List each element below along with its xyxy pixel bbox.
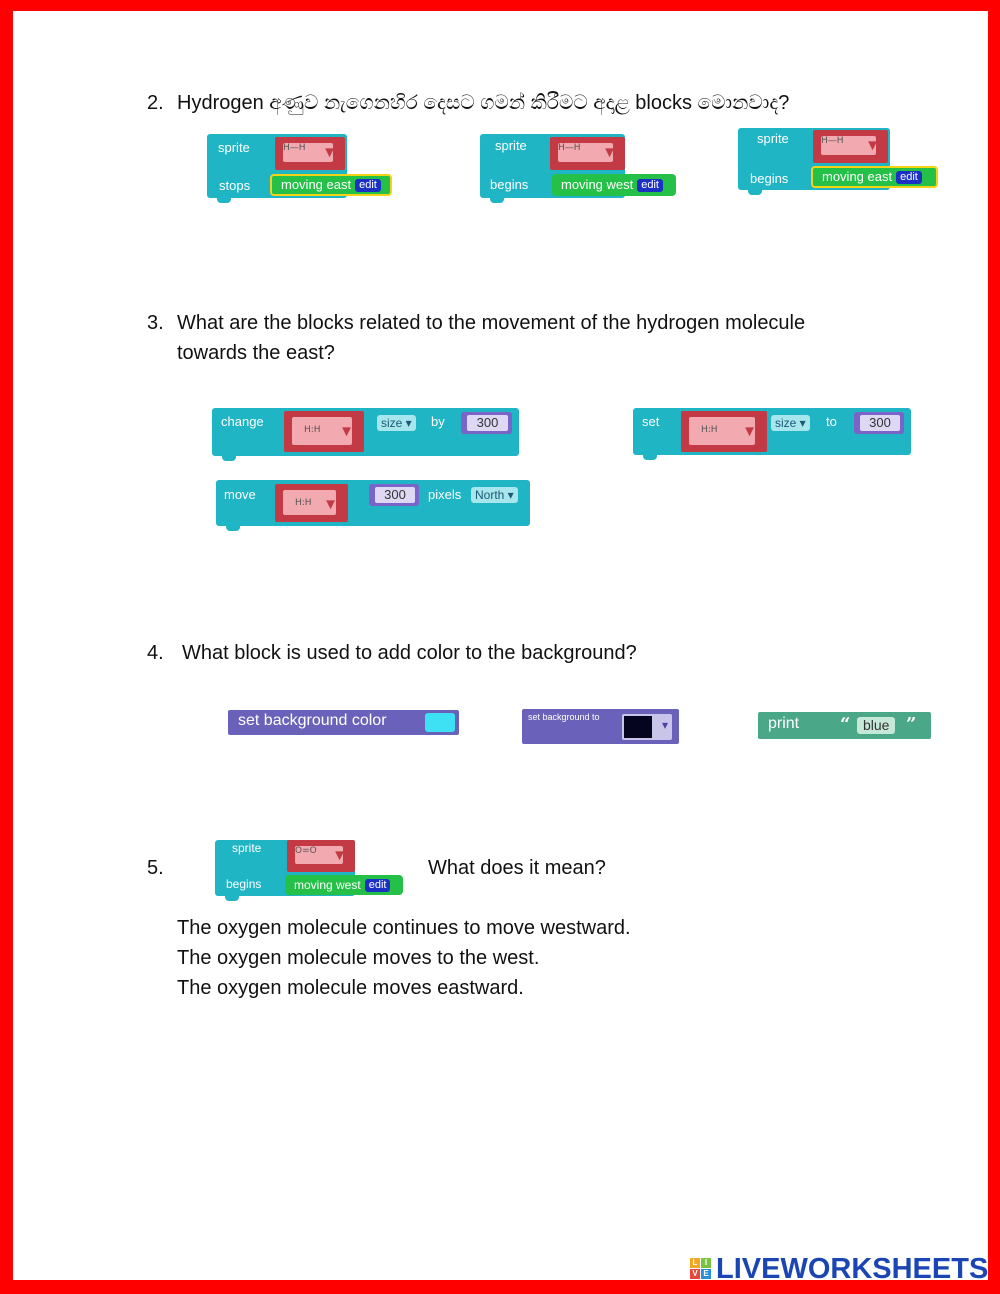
block-label-event: begins [226, 877, 262, 891]
block-label-sprite: sprite [232, 841, 262, 855]
question-text: Hydrogen අණුව නැගෙනහිර දෙසට ගමන් කිරීමට අදාළ blocks මොනවාද? [177, 92, 790, 114]
edit-button[interactable]: edit [365, 879, 391, 892]
event-moving-east[interactable]: moving east edit [270, 174, 392, 196]
dropdown-arrow-icon: ▼ [323, 496, 338, 513]
question-text: What block is used to add color to the background? [182, 642, 637, 664]
sprite-event-block[interactable] [480, 134, 676, 198]
number-input[interactable]: 300 [461, 412, 512, 434]
set-size-block[interactable] [633, 408, 911, 455]
question-text: What are the blocks related to the movement of the hydrogen molecule [177, 312, 806, 334]
h2-molecule-icon: H—H [821, 136, 844, 146]
question-text: What does it mean? [428, 857, 606, 879]
h2-molecule-icon: H:H [304, 425, 321, 435]
edit-button[interactable]: edit [355, 179, 381, 192]
dropdown-arrow-icon: ▼ [865, 137, 880, 154]
logo-word: LIVEWORKSHEETS [716, 1253, 989, 1285]
answer-option[interactable]: The oxygen molecule moves eastward. [177, 977, 524, 999]
sprite-selector[interactable] [550, 137, 625, 170]
answer-option[interactable]: The oxygen molecule moves to the west. [177, 947, 540, 969]
number-input[interactable]: 300 [369, 484, 419, 506]
block-label: set background to [528, 712, 600, 722]
direction-dropdown[interactable]: North ▾ [471, 487, 518, 503]
question-text-cont: towards the east? [177, 342, 335, 364]
question-4 [147, 638, 637, 668]
event-moving-west[interactable]: moving west edit [552, 174, 676, 196]
question-3 [147, 308, 805, 368]
event-moving-west[interactable]: moving west edit [285, 875, 403, 895]
sprite-event-block[interactable] [215, 840, 403, 896]
block-verb: set [642, 414, 660, 429]
block-verb: move [224, 487, 256, 502]
dropdown-arrow-icon: ▼ [742, 423, 757, 440]
sprite-event-block[interactable] [207, 134, 392, 198]
block-label-event: begins [750, 171, 789, 186]
block-verb: change [221, 414, 264, 429]
sprite-event-block[interactable] [738, 128, 938, 190]
dropdown-arrow-icon: ▼ [602, 144, 617, 161]
block-label-event: stops [219, 178, 251, 193]
unit-label: pixels [428, 487, 462, 502]
color-swatch[interactable] [425, 713, 455, 732]
block-label-sprite: sprite [218, 140, 250, 155]
sprite-selector[interactable] [284, 411, 364, 452]
question-number: 2. [147, 92, 164, 114]
question-2 [147, 88, 789, 118]
block-label-sprite: sprite [495, 138, 527, 153]
dropdown-arrow-icon: ▾ [661, 718, 668, 732]
question-5 [428, 853, 606, 883]
o2-molecule-icon: O=O [295, 846, 317, 856]
close-quote: ” [906, 714, 917, 735]
block-label-event: begins [490, 177, 529, 192]
dropdown-arrow-icon: ▼ [339, 423, 354, 440]
joiner-label: to [826, 414, 837, 429]
property-dropdown[interactable]: size ▾ [377, 415, 416, 431]
open-quote: “ [840, 714, 851, 735]
h2-molecule-icon: H—H [558, 143, 581, 153]
answer-option[interactable]: The oxygen molecule continues to move westward. [177, 917, 631, 939]
h2-molecule-icon: H—H [283, 143, 306, 153]
joiner-label: by [431, 414, 445, 429]
sprite-selector[interactable] [275, 484, 348, 522]
block-label: set background color [238, 712, 387, 729]
change-size-block[interactable] [212, 408, 519, 456]
dropdown-arrow-icon: ▼ [322, 144, 337, 161]
edit-button[interactable]: edit [896, 171, 922, 184]
set-background-to-block[interactable] [522, 709, 679, 744]
print-block[interactable] [758, 712, 931, 739]
question-5-number [147, 853, 164, 883]
event-moving-east[interactable]: moving east edit [811, 166, 938, 188]
property-dropdown[interactable]: size ▾ [771, 415, 810, 431]
string-input[interactable]: blue [857, 717, 895, 734]
sprite-selector[interactable] [813, 130, 888, 163]
h2-molecule-icon: H:H [701, 425, 718, 435]
question-number: 4. [147, 642, 164, 664]
logo-icon: L I V E [690, 1258, 712, 1280]
h2-molecule-icon: H:H [295, 498, 312, 508]
question-number: 3. [147, 312, 164, 334]
set-background-color-block[interactable] [228, 710, 459, 735]
question-number: 5. [147, 857, 164, 879]
block-label-sprite: sprite [757, 131, 789, 146]
sprite-selector[interactable] [275, 137, 345, 170]
number-input[interactable]: 300 [854, 412, 904, 434]
move-block[interactable] [216, 480, 530, 526]
sprite-selector[interactable] [287, 840, 355, 872]
edit-button[interactable]: edit [637, 179, 663, 192]
dropdown-arrow-icon: ▼ [332, 847, 347, 864]
block-label: print [768, 715, 800, 732]
background-picker[interactable] [622, 714, 672, 740]
sprite-selector[interactable] [681, 411, 767, 452]
